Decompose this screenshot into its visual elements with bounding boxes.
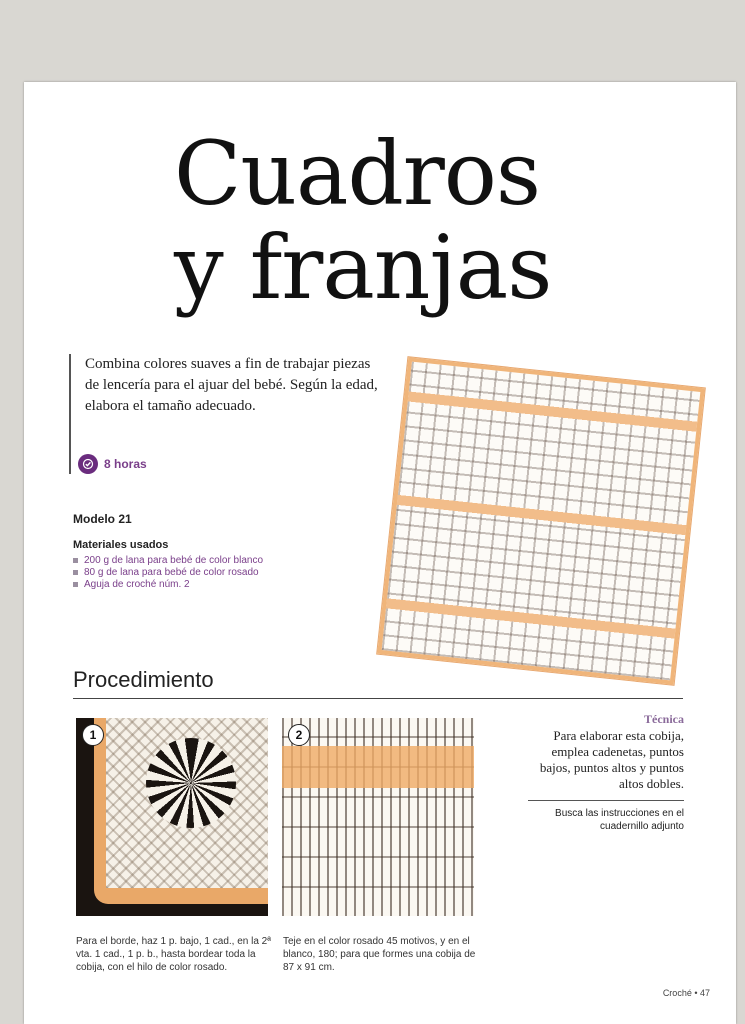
material-item: Aguja de croché núm. 2 xyxy=(73,579,273,591)
step-1-badge: 1 xyxy=(82,724,104,746)
title-line-2: y franjas xyxy=(174,216,552,319)
materials-list xyxy=(73,555,273,591)
clock-icon xyxy=(78,454,98,474)
intro-line: elabora el tamaño adecuado. xyxy=(85,398,256,414)
step-1-photo xyxy=(76,718,268,916)
material-item: 80 g de lana para bebé de color rosado xyxy=(73,567,273,579)
title-line-1: Cuadros xyxy=(174,122,541,225)
page-footer: Croché • 47 xyxy=(662,988,710,998)
material-item: 200 g de lana para bebé de color blanco xyxy=(73,555,273,567)
time-label: 8 horas xyxy=(104,457,147,471)
model-number: Modelo 21 xyxy=(73,512,132,526)
procedure-title: Procedimiento xyxy=(73,667,214,692)
intro-line: Combina colores suaves a fin de trabajar piezas xyxy=(85,356,371,372)
pink-stripe xyxy=(282,746,474,788)
step-2-caption: Teje en el color rosado 45 motivos, y en el blanco, 180; para que formes una cobija de 87 x 91 cm. xyxy=(283,936,476,973)
motif-center xyxy=(146,738,236,828)
blanket-photo xyxy=(377,357,705,685)
divider xyxy=(528,800,684,801)
technique-note: Busca las instrucciones en el cuadernillo adjunto xyxy=(555,808,684,832)
time-estimate xyxy=(78,454,147,474)
intro-line: de lencería para el ajuar del bebé. Según la edad, xyxy=(85,377,378,393)
magazine-page xyxy=(24,82,736,1024)
divider xyxy=(73,698,683,699)
technique-heading: Técnica xyxy=(644,712,684,726)
step-2-badge: 2 xyxy=(288,724,310,746)
materials-heading: Materiales usados xyxy=(73,539,169,551)
step-1-caption: Para el borde, haz 1 p. bajo, 1 cad., en la 2ª vta. 1 cad., 1 p. b., hasta bordear toda la cobija, con el hilo de color rosado. xyxy=(76,936,271,973)
step-2-photo xyxy=(282,718,474,916)
technique-text: Para elaborar esta cobija, emplea cadenetas, puntos bajos, puntos altos y puntos altos dobles. xyxy=(539,728,684,791)
